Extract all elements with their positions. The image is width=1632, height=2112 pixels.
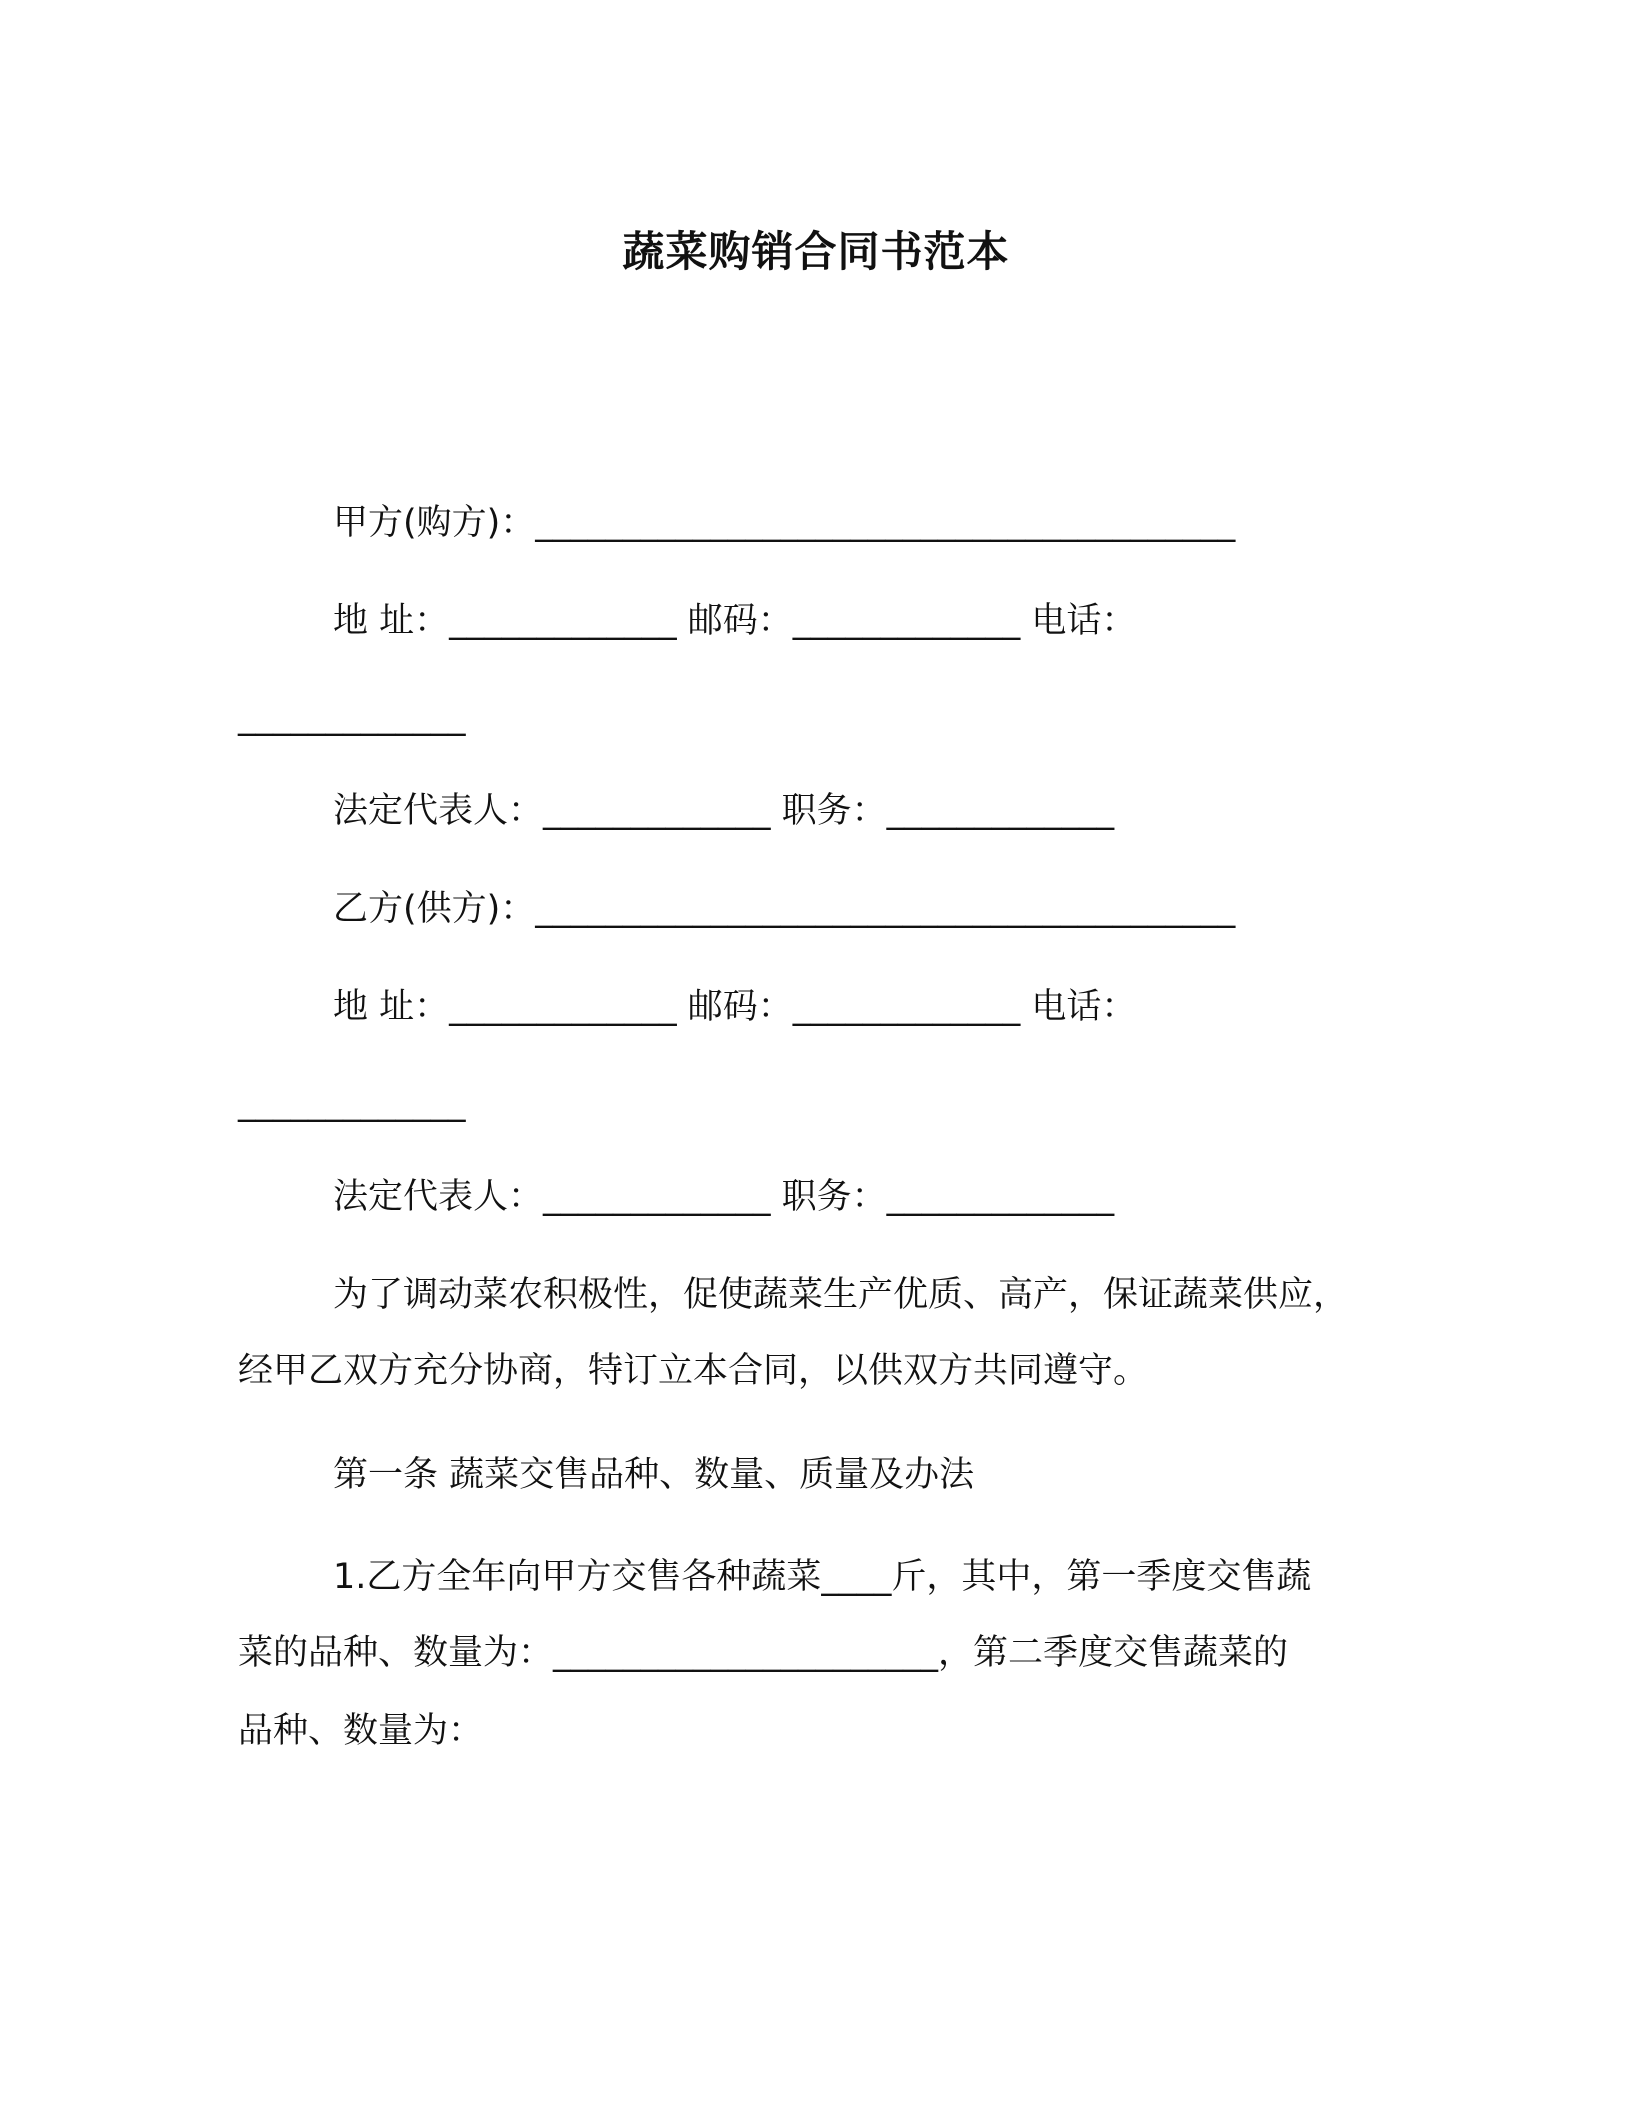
party-a-name-line: 甲方(购方)：________________________________________ — [333, 503, 1236, 543]
party-b-phone-blank: _____________ — [238, 1083, 466, 1123]
clause-1-line-1: 1.乙方全年向甲方交售各种蔬菜____斤，其中，第一季度交售蔬 — [333, 1557, 1312, 1597]
party-b-name-line: 乙方(供方)：________________________________________ — [333, 889, 1236, 929]
preamble-line-2: 经甲乙双方充分协商，特订立本合同，以供双方共同遵守。 — [238, 1351, 1149, 1391]
party-b-representative-line: 法定代表人：_____________ 职务：_____________ — [333, 1177, 1115, 1217]
party-a-representative-line: 法定代表人：_____________ 职务：_____________ — [333, 791, 1115, 831]
party-a-address-line: 地 址：_____________ 邮码：_____________ 电话： — [333, 601, 1137, 641]
preamble-line-1: 为了调动菜农积极性，促使蔬菜生产优质、高产，保证蔬菜供应， — [333, 1275, 1349, 1315]
party-a-phone-blank: _____________ — [238, 697, 466, 737]
clause-1-line-2: 菜的品种、数量为：______________________，第二季度交售蔬菜的 — [238, 1633, 1289, 1673]
article-one-heading: 第一条 蔬菜交售品种、数量、质量及办法 — [333, 1455, 975, 1495]
document-title: 蔬菜购销合同书范本 — [622, 227, 1010, 276]
clause-1-line-3: 品种、数量为： — [238, 1711, 484, 1751]
party-b-address-line: 地 址：_____________ 邮码：_____________ 电话： — [333, 987, 1137, 1027]
